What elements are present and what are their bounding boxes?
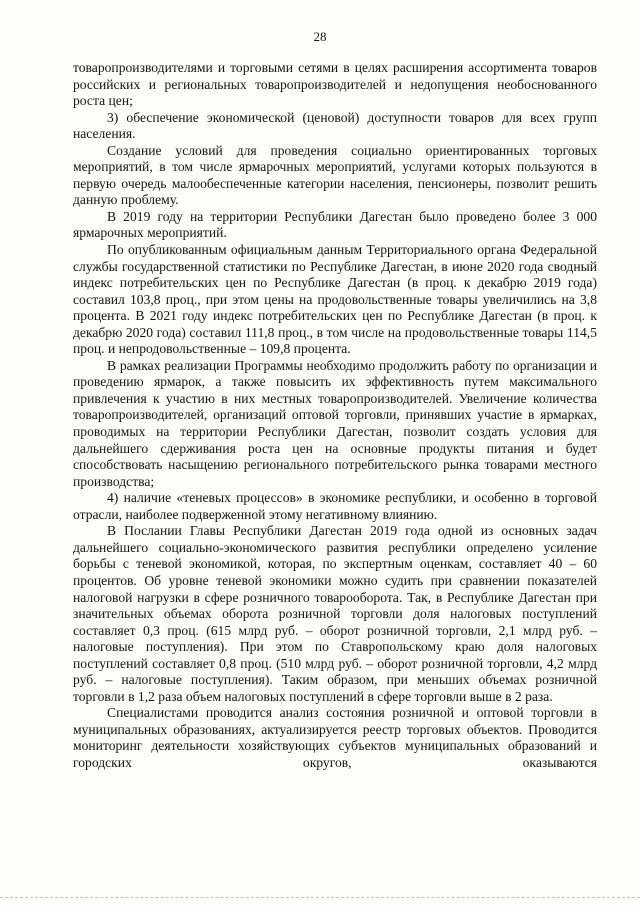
- paragraph-item-4: 4) наличие «теневых процессов» в экономике республики, и особенно в торговой отрасли, наиболее подверженной этому негативному влиянию.: [73, 490, 597, 522]
- paragraph-shadow-economy: В Послании Главы Республики Дагестан 2019 года одной из основных задач дальнейшего социально-экономического развития республики определено усиление борьбы с теневой экономикой, которая, по экспертным оценкам, составляет 40 – 60 процентов. Об уровне теневой экономики можно судить при сравнении показателей налоговой нагрузки в сфере розничного товарооборота. Так, в Республике Дагестан при значительных объемах оборота розничной торговли доля налоговых поступлений составляет 0,3 проц. (615 млрд руб. – оборот розничной торговли, 2,1 млрд руб. – налоговые поступления). При этом по Ставропольскому краю доля налоговых поступлений составляет 0,8 проц. (510 млрд руб. – оборот розничной торговли, 4,2 млрд руб. – налоговые поступления). Таким образом, при меньших объемах розничной торговли в 1,2 раза объем налоговых поступлений в сфере торговли выше в 2 раза.: [73, 523, 597, 704]
- document-body: [73, 60, 597, 772]
- paragraph-fair-conditions: Создание условий для проведения социально ориентированных торговых мероприятий, в том числе ярмарочных мероприятий, услугами которых пользуются в первую очередь малообеспеченные категории населения, пенсионеры, позволит решить данную проблему.: [73, 142, 597, 208]
- paragraph-fairs-2019: В 2019 году на территории Республики Дагестан было проведено более 3 000 ярмарочных мероприятий.: [73, 208, 597, 241]
- paragraph-continuation: товаропроизводителями и торговыми сетями в целях расширения ассортимента товаров российских и региональных товаропроизводителей и недопущения необоснованного роста цен;: [73, 60, 597, 109]
- paragraph-monitoring: Специалистами проводится анализ состояния розничной и оптовой торговли в муниципальных образованиях, актуализируется реестр торговых объектов. Проводится мониторинг деятельности хозяйствующих субъектов муниципальных образований и городских округов, оказываются: [73, 705, 597, 770]
- paragraph-item-3: 3) обеспечение экономической (ценовой) доступности товаров для всех групп населения.: [73, 109, 597, 142]
- paragraph-program-fairs: В рамках реализации Программы необходимо продолжить работу по организации и проведению ярмарок, а также повысить их эффективность путем максимального привлечения к участию в них местных товаропроизводителей. Увеличение количества товаропроизводителей, организаций оптовой торговли, принявших участие в ярмарках, проводимых на территории Республики Дагестан, позволит создать условия для дальнейшего сдерживания роста цен на основные продукты питания и будет способствовать насыщению регионального потребительского рынка товарами местного производства;: [73, 357, 597, 489]
- page-number: 28: [313, 29, 327, 44]
- paragraph-price-index: По опубликованным официальным данным Территориального органа Федеральной службы государственной статистики по Республике Дагестан, в июне 2020 года сводный индекс потребительских цен по Республике Дагестан (в проц. к декабрю 2019 года) составил 103,8 проц., при этом цены на продовольственные товары увеличились на 3,8 процента. В 2021 году индекс потребительских цен по Республике Дагестан (в проц. к декабрю 2020 года) составил 111,8 проц., в том числе на продовольственные товары 114,5 проц. и непродовольственные – 109,8 процента.: [73, 242, 597, 357]
- scan-bottom-edge: [0, 897, 640, 898]
